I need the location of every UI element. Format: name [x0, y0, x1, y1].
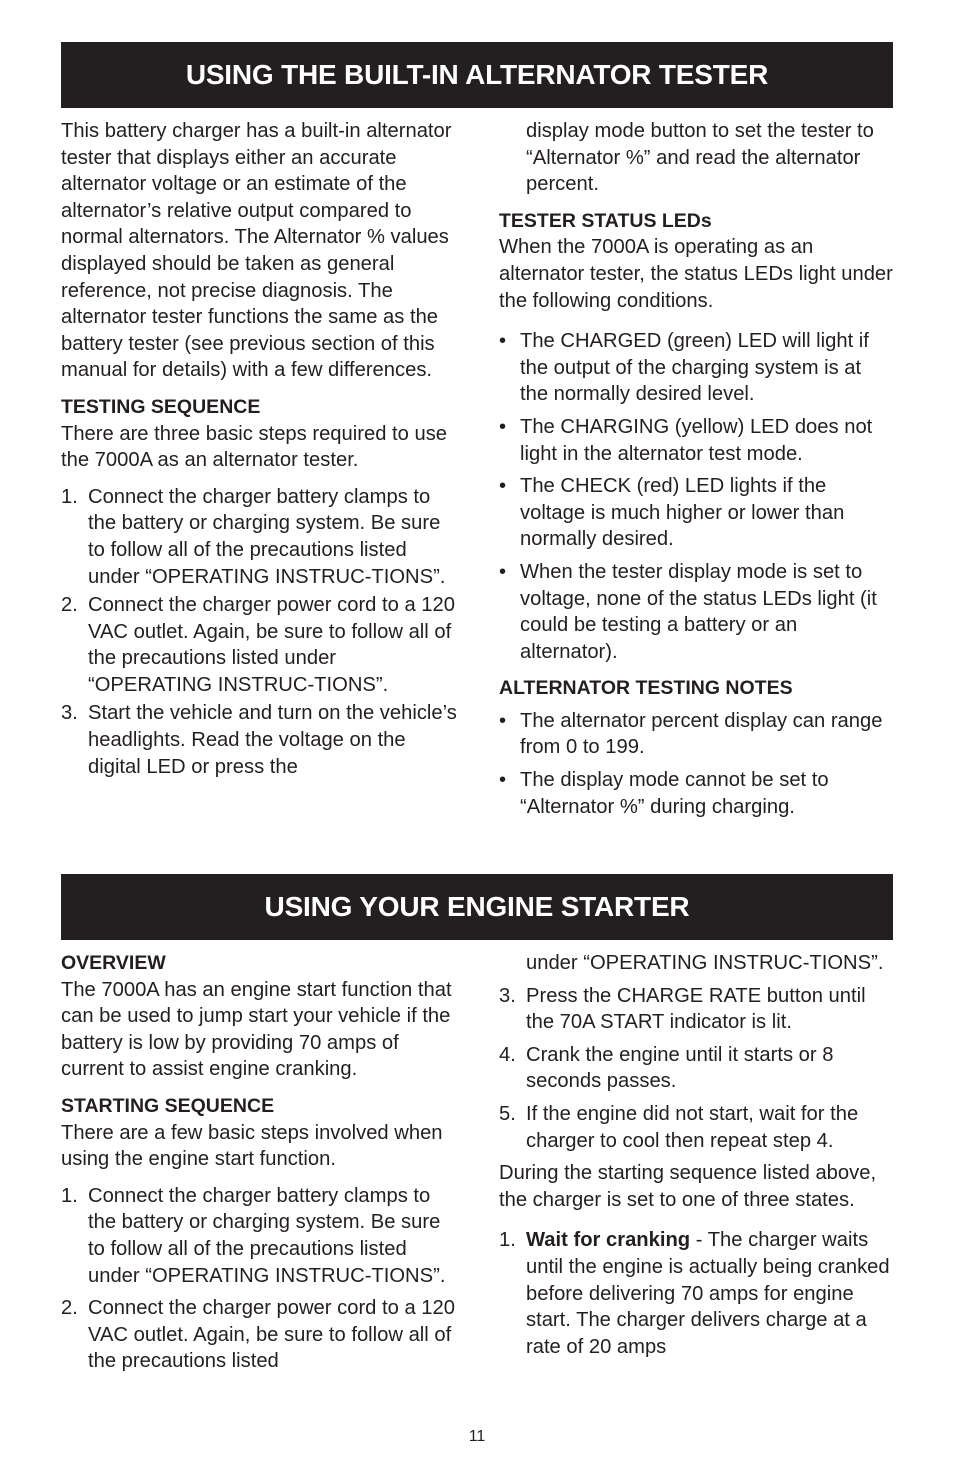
bullet-text: The alternator percent display can range from 0 to 199.	[520, 709, 883, 759]
overview-text: The 7000A has an engine start function that can be used to jump start your vehicle if the battery is low by providing 70 amps of current to assist engine cranking.	[61, 978, 452, 1081]
step-text: Connect the charger power cord to a 120 VAC outlet. Again, be sure to follow all of the precautions listed under “OPERATING INSTRUC-TIONS”.	[88, 594, 455, 696]
column-alternator-right	[499, 118, 893, 820]
tester-status-heading: TESTER STATUS LEDs	[499, 209, 712, 232]
state-number: 1.	[499, 1229, 516, 1252]
intro-paragraph: This battery charger has a built-in alternator tester that displays either an accurate alternator voltage or an estimate of the alternator’s relative output compared to normal alternators. The Alternator % values displayed should be taken as general reference, not precise diagnosis. The alternator tester functions the same as the battery tester (see previous section of this manual for details) with a few differences.	[61, 120, 452, 382]
bullet-icon: •	[499, 415, 507, 438]
list-item	[499, 328, 893, 408]
bullet-icon: •	[499, 475, 507, 498]
charger-states-list	[499, 1227, 893, 1360]
testing-steps-list	[61, 484, 461, 781]
list-item	[499, 1227, 893, 1360]
bullet-text: The CHARGING (yellow) LED does not light in the alternator test mode.	[520, 415, 873, 465]
tester-status-intro: When the 7000A is operating as an alternator tester, the status LEDs light under the following conditions.	[499, 236, 893, 312]
step-number: 2.	[61, 1297, 78, 1320]
step-text: Start the vehicle and turn on the vehicle’s headlights. Read the voltage on the digital LED or press the	[88, 702, 457, 778]
alternator-notes-heading: ALTERNATOR TESTING NOTES	[499, 677, 793, 700]
list-item	[499, 1101, 893, 1154]
list-item	[61, 700, 461, 780]
list-item	[61, 484, 461, 590]
section-title-text: USING THE BUILT-IN ALTERNATOR TESTER	[185, 59, 769, 90]
step-text: Crank the engine until it starts or 8 seconds passes.	[526, 1043, 834, 1093]
bullet-icon: •	[499, 560, 507, 583]
state-description: - The charger waits until the engine is actually being cranked before delivering 70 amps for engine start. The charger delivers charge at a rate of 20 amps	[526, 1229, 890, 1358]
step-number: 4.	[499, 1043, 516, 1066]
step-number: 1.	[61, 1184, 78, 1207]
status-led-list	[499, 328, 893, 665]
list-item	[499, 414, 893, 467]
column-alternator-left	[61, 118, 461, 780]
list-item	[61, 592, 461, 698]
list-item	[499, 983, 893, 1036]
state-text	[526, 1227, 893, 1360]
list-item	[61, 1183, 461, 1289]
bullet-text: The CHECK (red) LED lights if the voltage is much higher or lower than normally desired.	[520, 475, 845, 551]
step-number: 3.	[61, 702, 78, 725]
step-number: 1.	[61, 485, 78, 508]
overview-heading: OVERVIEW	[61, 952, 166, 974]
step-text: Press the CHARGE RATE button until the 70A START indicator is lit.	[526, 984, 866, 1034]
step-number: 5.	[499, 1102, 516, 1125]
testing-sequence-intro: There are three basic steps required to use the 7000A as an alternator tester.	[61, 422, 448, 472]
page-number: 11	[468, 1428, 486, 1445]
bullet-text: When the tester display mode is set to voltage, none of the status LEDs light (it could be testing a battery or an alternator).	[520, 560, 877, 663]
list-item	[499, 559, 893, 665]
bullet-text: The CHARGED (green) LED will light if the output of the charging system is at the normally desired level.	[520, 330, 869, 406]
list-item	[499, 473, 893, 553]
starting-steps-list	[61, 1183, 461, 1375]
notes-list	[499, 708, 893, 820]
starting-sequence-intro: There are a few basic steps involved when using the engine start function.	[61, 1121, 443, 1171]
step2-continued: under “OPERATING INSTRUC-TIONS”.	[526, 952, 884, 974]
column-starter-right	[499, 950, 893, 1360]
step3-continued: display mode button to set the tester to “Alternator %” and read the alternator percent.	[526, 120, 874, 196]
bullet-icon: •	[499, 769, 507, 792]
bullet-icon: •	[499, 330, 507, 353]
state-term: Wait for cranking	[526, 1229, 691, 1252]
column-starter-left	[61, 950, 461, 1375]
step-number: 2.	[61, 594, 78, 617]
list-item	[61, 1295, 461, 1375]
section-title-text: USING YOUR ENGINE STARTER	[264, 891, 690, 922]
step-text: Connect the charger power cord to a 120 VAC outlet. Again, be sure to follow all of the precautions listed	[88, 1297, 455, 1373]
section-title-alternator-tester	[61, 42, 893, 108]
starting-sequence-heading: STARTING SEQUENCE	[61, 1094, 275, 1117]
list-item	[499, 708, 893, 761]
step-text: If the engine did not start, wait for the charger to cool then repeat step 4.	[526, 1102, 859, 1152]
bullet-icon: •	[499, 709, 507, 732]
states-intro: During the starting sequence listed above, the charger is set to one of three states.	[499, 1162, 877, 1211]
bullet-text: The display mode cannot be set to “Alternator %” during charging.	[520, 769, 829, 818]
step-number: 3.	[499, 984, 516, 1007]
testing-sequence-heading: TESTING SEQUENCE	[61, 395, 261, 418]
list-item	[499, 767, 893, 820]
step-text: Connect the charger battery clamps to the battery or charging system. Be sure to follow all of the precautions listed under “OPERATING INSTRUC-TIONS”.	[88, 1184, 446, 1287]
list-item	[499, 1042, 893, 1095]
starting-steps-list-continued	[499, 983, 893, 1155]
step-text: Connect the charger battery clamps to the battery or charging system. Be sure to follow all of the precautions listed under “OPERATING INSTRUC-TIONS”.	[88, 485, 446, 588]
section-title-engine-starter	[61, 874, 893, 940]
